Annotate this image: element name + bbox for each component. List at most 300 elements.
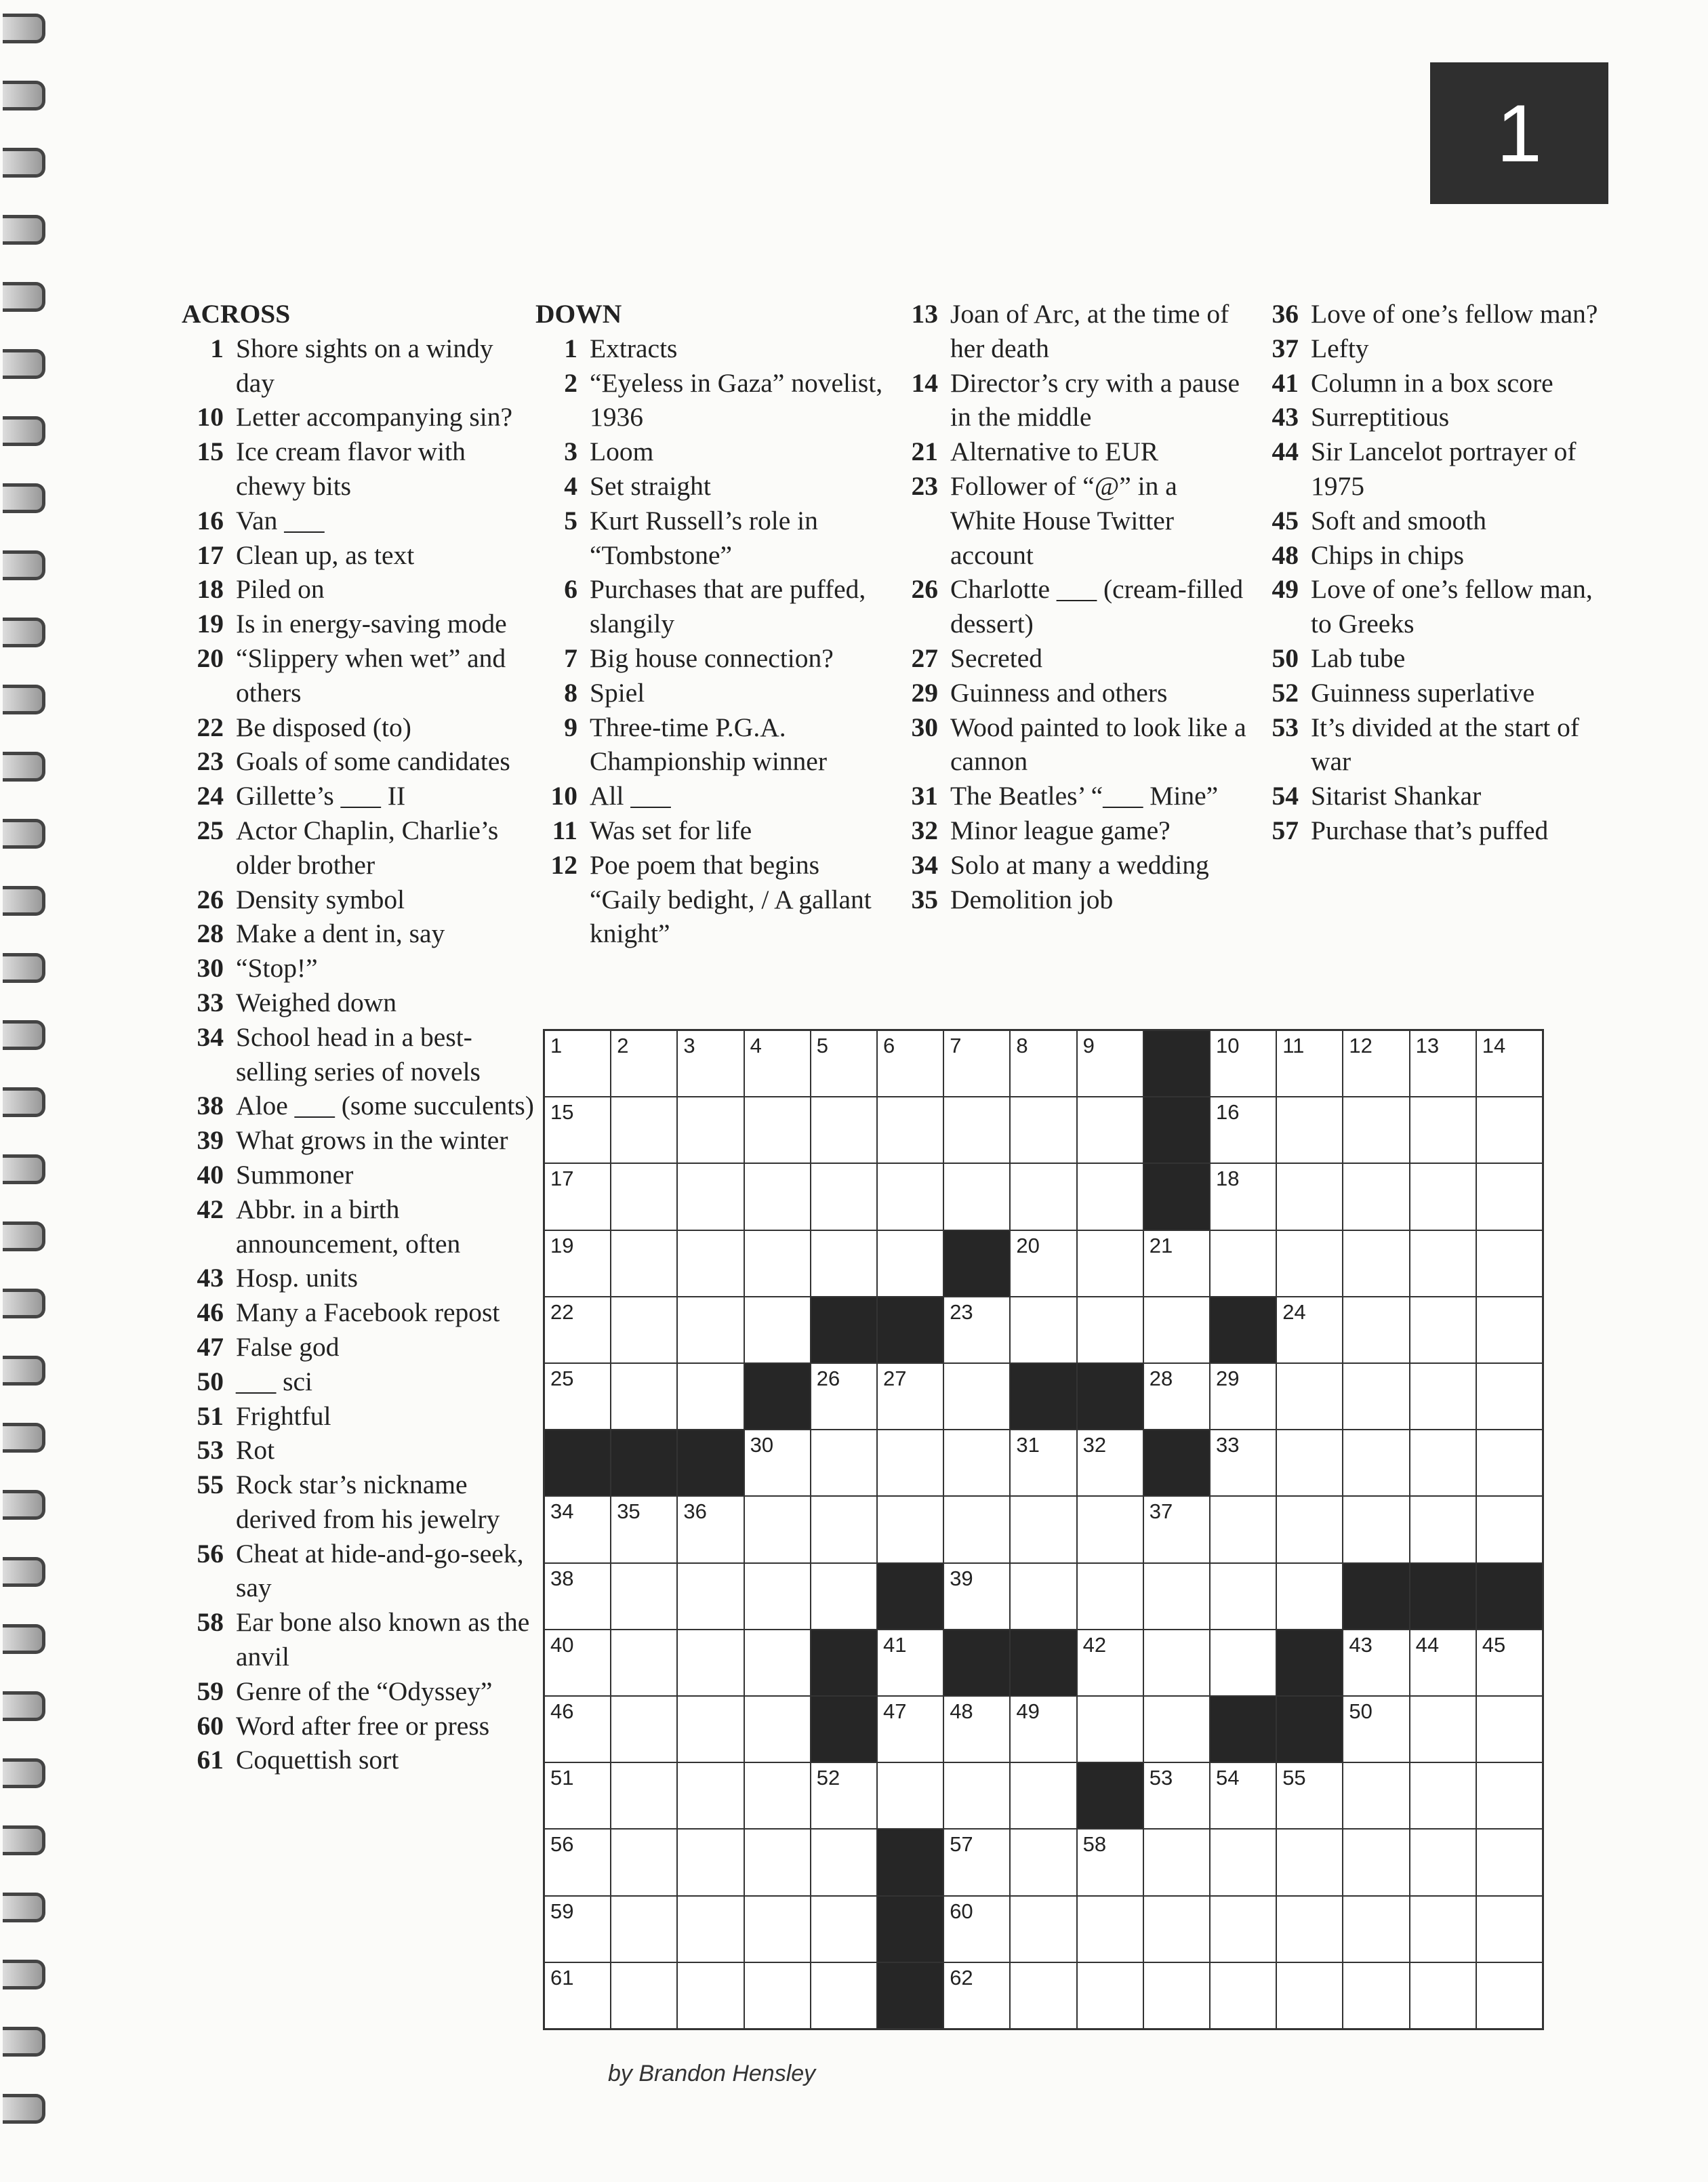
clue-number: 13 xyxy=(911,299,938,329)
clue-text: Purchases that are puffed, slangily xyxy=(590,574,866,639)
grid-cell[interactable] xyxy=(1078,1697,1143,1762)
clue xyxy=(182,813,534,883)
grid-cell[interactable] xyxy=(944,1430,1009,1495)
grid-cell[interactable] xyxy=(1277,1963,1342,2028)
grid-cell[interactable] xyxy=(1477,1231,1542,1296)
cell-number: 57 xyxy=(950,1832,973,1857)
grid-cell[interactable] xyxy=(1211,1031,1276,1096)
clue xyxy=(182,1709,534,1743)
spiral-coil xyxy=(3,618,45,647)
clue-number: 10 xyxy=(197,402,224,432)
grid-cell[interactable] xyxy=(944,1897,1009,1962)
grid-cell[interactable] xyxy=(811,1430,876,1495)
clue-number: 49 xyxy=(1272,574,1299,605)
puzzle-number-badge: 1 xyxy=(1430,62,1608,204)
grid-cell[interactable] xyxy=(944,1297,1009,1362)
clue-number: 56 xyxy=(197,1538,224,1569)
clue-number: 61 xyxy=(197,1745,224,1775)
grid-cell[interactable] xyxy=(678,1297,743,1362)
grid-cell[interactable] xyxy=(1410,1497,1476,1562)
clue-text: Shore sights on a windy day xyxy=(236,333,493,398)
grid-cell[interactable] xyxy=(1277,1763,1342,1828)
grid-cell[interactable] xyxy=(1477,1364,1542,1429)
grid-cell[interactable] xyxy=(1277,1830,1342,1895)
grid-cell[interactable] xyxy=(1011,1897,1076,1962)
clue-text: Kurt Russell’s role in “Tombstone” xyxy=(590,505,818,570)
grid-cell[interactable] xyxy=(1144,1763,1209,1828)
grid-cell[interactable] xyxy=(745,1430,810,1495)
grid-cell[interactable] xyxy=(944,1763,1009,1828)
grid-cell[interactable] xyxy=(811,1164,876,1229)
grid-cell[interactable] xyxy=(944,1097,1009,1163)
grid-cell[interactable] xyxy=(1477,1897,1542,1962)
grid-cell[interactable] xyxy=(1011,1297,1076,1362)
grid-cell[interactable] xyxy=(745,1763,810,1828)
grid-cell[interactable] xyxy=(745,1497,810,1562)
clue xyxy=(182,641,534,710)
grid-cell[interactable] xyxy=(1211,1897,1276,1962)
cell-number: 15 xyxy=(550,1100,574,1125)
clue xyxy=(182,1295,534,1330)
grid-cell[interactable] xyxy=(1011,1164,1076,1229)
grid-cell[interactable] xyxy=(745,1564,810,1629)
cell-number: 52 xyxy=(816,1766,840,1790)
grid-cell[interactable] xyxy=(1477,1697,1542,1762)
clue xyxy=(182,744,534,779)
grid-cell[interactable] xyxy=(1343,1364,1408,1429)
grid-cell[interactable] xyxy=(545,1897,610,1962)
grid-cell[interactable] xyxy=(1277,1031,1342,1096)
grid-cell[interactable] xyxy=(1011,1564,1076,1629)
grid-cell[interactable] xyxy=(811,1830,876,1895)
grid-cell[interactable] xyxy=(878,1164,943,1229)
clue-text: Spiel xyxy=(590,677,645,708)
grid-cell[interactable] xyxy=(678,1031,743,1096)
grid-cell[interactable] xyxy=(545,1564,610,1629)
clue-number: 20 xyxy=(197,643,224,673)
grid-cell[interactable] xyxy=(878,1031,943,1096)
grid-cell[interactable] xyxy=(1078,1430,1143,1495)
grid-cell[interactable] xyxy=(545,1297,610,1362)
grid-cell[interactable] xyxy=(1078,1031,1143,1096)
grid-cell[interactable] xyxy=(1343,1897,1408,1962)
grid-cell[interactable] xyxy=(1410,1963,1476,2028)
grid-cell[interactable] xyxy=(678,1564,743,1629)
grid-cell[interactable] xyxy=(1144,1297,1209,1362)
clue-number: 19 xyxy=(197,609,224,639)
grid-cell[interactable] xyxy=(1410,1763,1476,1828)
clue-text: Sitarist Shankar xyxy=(1311,781,1482,811)
grid-cell[interactable] xyxy=(1078,1564,1143,1629)
cell-number: 17 xyxy=(550,1167,574,1191)
clue xyxy=(535,779,888,813)
grid-cell[interactable] xyxy=(1343,1164,1408,1229)
grid-cell[interactable] xyxy=(878,1364,943,1429)
spiral-coil xyxy=(3,1490,45,1520)
grid-cell[interactable] xyxy=(811,1364,876,1429)
grid-cell[interactable] xyxy=(944,1031,1009,1096)
grid-cell[interactable] xyxy=(678,1097,743,1163)
grid-cell[interactable] xyxy=(1011,1963,1076,2028)
grid-cell[interactable] xyxy=(545,1364,610,1429)
black-square xyxy=(1144,1031,1209,1096)
grid-cell[interactable] xyxy=(1410,1031,1476,1096)
clue xyxy=(182,951,534,986)
grid-cell[interactable] xyxy=(1211,1497,1276,1562)
grid-cell[interactable] xyxy=(678,1164,743,1229)
cell-number: 18 xyxy=(1215,1167,1240,1191)
grid-cell[interactable] xyxy=(545,1031,610,1096)
grid-cell[interactable] xyxy=(1211,1364,1276,1429)
grid-cell[interactable] xyxy=(1144,1231,1209,1296)
grid-cell[interactable] xyxy=(611,1297,676,1362)
clue xyxy=(896,297,1248,366)
clue-text: What grows in the winter xyxy=(236,1125,508,1156)
grid-cell[interactable] xyxy=(944,1497,1009,1562)
grid-cell[interactable] xyxy=(1410,1697,1476,1762)
grid-cell[interactable] xyxy=(545,1164,610,1229)
grid-cell[interactable] xyxy=(1277,1297,1342,1362)
grid-cell[interactable] xyxy=(1011,1697,1076,1762)
black-square xyxy=(878,1564,943,1629)
grid-cell[interactable] xyxy=(1477,1830,1542,1895)
grid-cell[interactable] xyxy=(1144,1830,1209,1895)
clue-number: 35 xyxy=(911,884,938,914)
grid-cell[interactable] xyxy=(1343,1630,1408,1695)
grid-cell[interactable] xyxy=(1277,1364,1342,1429)
black-square xyxy=(1078,1364,1143,1429)
grid-cell[interactable] xyxy=(1343,1763,1408,1828)
grid-cell[interactable] xyxy=(1078,1164,1143,1229)
clue-number: 15 xyxy=(197,437,224,467)
down-clues-col2 xyxy=(896,297,1248,916)
spiral-coil xyxy=(3,752,45,782)
grid-cell[interactable] xyxy=(1343,1697,1408,1762)
clue xyxy=(182,1123,534,1158)
grid-cell[interactable] xyxy=(1011,1763,1076,1828)
grid-cell[interactable] xyxy=(745,1097,810,1163)
grid-cell[interactable] xyxy=(1477,1430,1542,1495)
grid-cell[interactable] xyxy=(1277,1897,1342,1962)
grid-cell[interactable] xyxy=(1343,1830,1408,1895)
grid-cell[interactable] xyxy=(1343,1097,1408,1163)
clue xyxy=(182,1468,534,1537)
black-square xyxy=(1011,1630,1076,1695)
grid-cell[interactable] xyxy=(1011,1097,1076,1163)
crossword-grid[interactable] xyxy=(543,1029,1544,2030)
grid-cell[interactable] xyxy=(678,1231,743,1296)
grid-cell[interactable] xyxy=(1343,1430,1408,1495)
cell-number: 35 xyxy=(617,1499,640,1524)
clue xyxy=(182,1365,534,1399)
grid-cell[interactable] xyxy=(611,1630,676,1695)
grid-cell[interactable] xyxy=(944,1963,1009,2028)
cell-number: 50 xyxy=(1349,1699,1372,1723)
grid-cell[interactable] xyxy=(1011,1231,1076,1296)
black-square xyxy=(1144,1430,1209,1495)
grid-cell[interactable] xyxy=(1477,1763,1542,1828)
grid-cell[interactable] xyxy=(611,1097,676,1163)
grid-cell[interactable] xyxy=(745,1031,810,1096)
clue-number: 34 xyxy=(911,849,938,880)
grid-cell[interactable] xyxy=(1410,1830,1476,1895)
cell-number: 31 xyxy=(1016,1433,1040,1457)
clue-text: Director’s cry with a pause in the middle xyxy=(950,367,1240,432)
grid-cell[interactable] xyxy=(545,1830,610,1895)
grid-cell[interactable] xyxy=(678,1830,743,1895)
grid-cell[interactable] xyxy=(1477,1630,1542,1695)
grid-cell[interactable] xyxy=(545,1697,610,1762)
cell-number: 41 xyxy=(882,1632,907,1657)
grid-cell[interactable] xyxy=(944,1697,1009,1762)
spiral-coil xyxy=(3,2094,45,2124)
grid-cell[interactable] xyxy=(1078,1297,1143,1362)
grid-cell[interactable] xyxy=(611,1830,676,1895)
grid-cell[interactable] xyxy=(811,1897,876,1962)
grid-cell[interactable] xyxy=(678,1963,743,2028)
grid-cell[interactable] xyxy=(1277,1164,1342,1229)
clue-number: 17 xyxy=(197,540,224,570)
grid-cell[interactable] xyxy=(1211,1830,1276,1895)
grid-cell[interactable] xyxy=(1343,1497,1408,1562)
grid-cell[interactable] xyxy=(1078,1963,1143,2028)
clue xyxy=(182,1261,534,1295)
black-square xyxy=(1477,1564,1542,1629)
grid-cell[interactable] xyxy=(1477,1097,1542,1163)
grid-cell[interactable] xyxy=(611,1897,676,1962)
grid-cell[interactable] xyxy=(745,1231,810,1296)
clue-text: Chips in chips xyxy=(1311,540,1465,570)
grid-cell[interactable] xyxy=(811,1763,876,1828)
grid-cell[interactable] xyxy=(1277,1231,1342,1296)
grid-cell[interactable] xyxy=(545,1763,610,1828)
grid-cell[interactable] xyxy=(611,1031,676,1096)
clue-text: Surreptitious xyxy=(1311,402,1450,432)
grid-cell[interactable] xyxy=(1211,1963,1276,2028)
grid-cell[interactable] xyxy=(811,1963,876,2028)
spiral-coil xyxy=(3,1289,45,1318)
grid-cell[interactable] xyxy=(811,1231,876,1296)
grid-cell[interactable] xyxy=(1144,1697,1209,1762)
grid-cell[interactable] xyxy=(1477,1497,1542,1562)
grid-cell[interactable] xyxy=(1144,1564,1209,1629)
cell-number: 6 xyxy=(882,1034,895,1057)
cell-number: 5 xyxy=(816,1034,829,1057)
spiral-coil xyxy=(3,416,45,446)
spiral-binding xyxy=(0,0,54,2182)
grid-cell[interactable] xyxy=(678,1497,743,1562)
grid-cell[interactable] xyxy=(678,1763,743,1828)
grid-cell[interactable] xyxy=(1078,1497,1143,1562)
grid-cell[interactable] xyxy=(1211,1097,1276,1163)
black-square xyxy=(1211,1297,1276,1362)
black-square xyxy=(878,1963,943,2028)
grid-cell[interactable] xyxy=(1211,1164,1276,1229)
grid-cell[interactable] xyxy=(1144,1364,1209,1429)
clue-text: Cheat at hide-and-go-seek, say xyxy=(236,1538,524,1603)
clue-text: Love of one’s fellow man? xyxy=(1311,299,1598,329)
grid-cell[interactable] xyxy=(678,1364,743,1429)
grid-cell[interactable] xyxy=(611,1763,676,1828)
clue-text: Alternative to EUR xyxy=(950,437,1159,467)
grid-cell[interactable] xyxy=(611,1564,676,1629)
grid-cell[interactable] xyxy=(878,1697,943,1762)
grid-cell[interactable] xyxy=(678,1897,743,1962)
grid-cell[interactable] xyxy=(611,1231,676,1296)
grid-cell[interactable] xyxy=(745,1897,810,1962)
cell-number: 37 xyxy=(1149,1499,1173,1524)
grid-cell[interactable] xyxy=(811,1031,876,1096)
spiral-coil xyxy=(3,14,45,43)
grid-cell[interactable] xyxy=(1211,1564,1276,1629)
grid-cell[interactable] xyxy=(611,1364,676,1429)
grid-cell[interactable] xyxy=(1410,1231,1476,1296)
grid-cell[interactable] xyxy=(1410,1164,1476,1229)
cell-number: 53 xyxy=(1149,1766,1173,1790)
grid-cell[interactable] xyxy=(1277,1564,1342,1629)
grid-cell[interactable] xyxy=(944,1164,1009,1229)
cell-number: 45 xyxy=(1482,1632,1506,1657)
grid-cell[interactable] xyxy=(1078,1630,1143,1695)
grid-cell[interactable] xyxy=(745,1697,810,1762)
grid-cell[interactable] xyxy=(1410,1430,1476,1495)
grid-cell[interactable] xyxy=(1343,1031,1408,1096)
grid-cell[interactable] xyxy=(811,1564,876,1629)
grid-cell[interactable] xyxy=(1343,1963,1408,2028)
grid-cell[interactable] xyxy=(1410,1097,1476,1163)
grid-cell[interactable] xyxy=(1078,1231,1143,1296)
clue-text: It’s divided at the start of war xyxy=(1311,712,1580,777)
cell-number: 56 xyxy=(550,1832,574,1857)
spiral-coil xyxy=(3,953,45,983)
clue-text: Guinness superlative xyxy=(1311,677,1535,708)
clue-text: Ear bone also known as the anvil xyxy=(236,1607,530,1672)
grid-cell[interactable] xyxy=(811,1097,876,1163)
grid-cell[interactable] xyxy=(878,1497,943,1562)
clue-number: 53 xyxy=(1272,712,1299,742)
clue-text: Gillette’s ___ II xyxy=(236,781,406,811)
grid-cell[interactable] xyxy=(1144,1630,1209,1695)
clue-number: 45 xyxy=(1272,505,1299,536)
grid-cell[interactable] xyxy=(1011,1430,1076,1495)
grid-cell[interactable] xyxy=(545,1630,610,1695)
grid-cell[interactable] xyxy=(1277,1097,1342,1163)
grid-cell[interactable] xyxy=(611,1497,676,1562)
grid-cell[interactable] xyxy=(1343,1297,1408,1362)
clue-text: Many a Facebook repost xyxy=(236,1297,500,1328)
grid-cell[interactable] xyxy=(1410,1630,1476,1695)
clue-number: 43 xyxy=(197,1263,224,1293)
grid-cell[interactable] xyxy=(1410,1364,1476,1429)
clue-number: 30 xyxy=(911,712,938,742)
clue-number: 53 xyxy=(197,1435,224,1466)
grid-cell[interactable] xyxy=(678,1697,743,1762)
black-square xyxy=(745,1364,810,1429)
grid-cell[interactable] xyxy=(878,1097,943,1163)
clue xyxy=(1257,504,1609,538)
clue-text: Purchase that’s puffed xyxy=(1311,815,1549,845)
grid-cell[interactable] xyxy=(545,1963,610,2028)
cell-number: 46 xyxy=(550,1699,574,1723)
clue-text: Rot xyxy=(236,1435,275,1466)
spiral-coil xyxy=(3,81,45,110)
clue xyxy=(896,848,1248,883)
clue-number: 21 xyxy=(911,437,938,467)
grid-cell[interactable] xyxy=(1211,1231,1276,1296)
grid-cell[interactable] xyxy=(944,1564,1009,1629)
across-heading: ACROSS xyxy=(182,299,291,329)
grid-cell[interactable] xyxy=(745,1297,810,1362)
grid-cell[interactable] xyxy=(1277,1497,1342,1562)
grid-cell[interactable] xyxy=(1277,1430,1342,1495)
cell-number: 30 xyxy=(750,1433,774,1457)
grid-cell[interactable] xyxy=(1477,1031,1542,1096)
grid-cell[interactable] xyxy=(1477,1963,1542,2028)
grid-cell[interactable] xyxy=(1078,1097,1143,1163)
grid-cell[interactable] xyxy=(811,1497,876,1562)
grid-cell[interactable] xyxy=(944,1364,1009,1429)
cell-number: 33 xyxy=(1215,1433,1240,1457)
grid-cell[interactable] xyxy=(545,1097,610,1163)
grid-cell[interactable] xyxy=(878,1630,943,1695)
grid-cell[interactable] xyxy=(1011,1830,1076,1895)
grid-cell[interactable] xyxy=(745,1164,810,1229)
clue-text: Clean up, as text xyxy=(236,540,415,570)
grid-cell[interactable] xyxy=(1011,1497,1076,1562)
grid-cell[interactable] xyxy=(1410,1897,1476,1962)
grid-cell[interactable] xyxy=(745,1963,810,2028)
grid-cell[interactable] xyxy=(1144,1497,1209,1562)
grid-cell[interactable] xyxy=(878,1430,943,1495)
grid-cell[interactable] xyxy=(1410,1297,1476,1362)
grid-cell[interactable] xyxy=(1144,1897,1209,1962)
grid-cell[interactable] xyxy=(1144,1963,1209,2028)
clue-text: Van ___ xyxy=(236,505,325,536)
grid-cell[interactable] xyxy=(1343,1231,1408,1296)
grid-cell[interactable] xyxy=(545,1497,610,1562)
grid-cell[interactable] xyxy=(1211,1430,1276,1495)
grid-cell[interactable] xyxy=(745,1630,810,1695)
grid-cell[interactable] xyxy=(1211,1630,1276,1695)
grid-cell[interactable] xyxy=(878,1763,943,1828)
grid-cell[interactable] xyxy=(611,1697,676,1762)
spiral-coil xyxy=(3,1221,45,1251)
spiral-coil xyxy=(3,483,45,513)
grid-cell[interactable] xyxy=(878,1231,943,1296)
grid-cell[interactable] xyxy=(1477,1297,1542,1362)
grid-cell[interactable] xyxy=(1211,1763,1276,1828)
clue xyxy=(182,607,534,641)
grid-cell[interactable] xyxy=(611,1963,676,2028)
spiral-coil xyxy=(3,282,45,312)
clue xyxy=(1257,297,1609,331)
grid-cell[interactable] xyxy=(1477,1164,1542,1229)
grid-cell[interactable] xyxy=(1078,1830,1143,1895)
grid-cell[interactable] xyxy=(745,1830,810,1895)
spiral-coil xyxy=(3,1020,45,1050)
grid-cell[interactable] xyxy=(1078,1897,1143,1962)
grid-cell[interactable] xyxy=(545,1231,610,1296)
clue-text: Wood painted to look like a cannon xyxy=(950,712,1246,777)
clue-text: Hosp. units xyxy=(236,1263,358,1293)
clue xyxy=(1257,400,1609,435)
grid-cell[interactable] xyxy=(611,1164,676,1229)
clue-number: 14 xyxy=(911,367,938,398)
grid-cell[interactable] xyxy=(678,1630,743,1695)
grid-cell[interactable] xyxy=(1011,1031,1076,1096)
black-square xyxy=(878,1830,943,1895)
grid-cell[interactable] xyxy=(944,1830,1009,1895)
